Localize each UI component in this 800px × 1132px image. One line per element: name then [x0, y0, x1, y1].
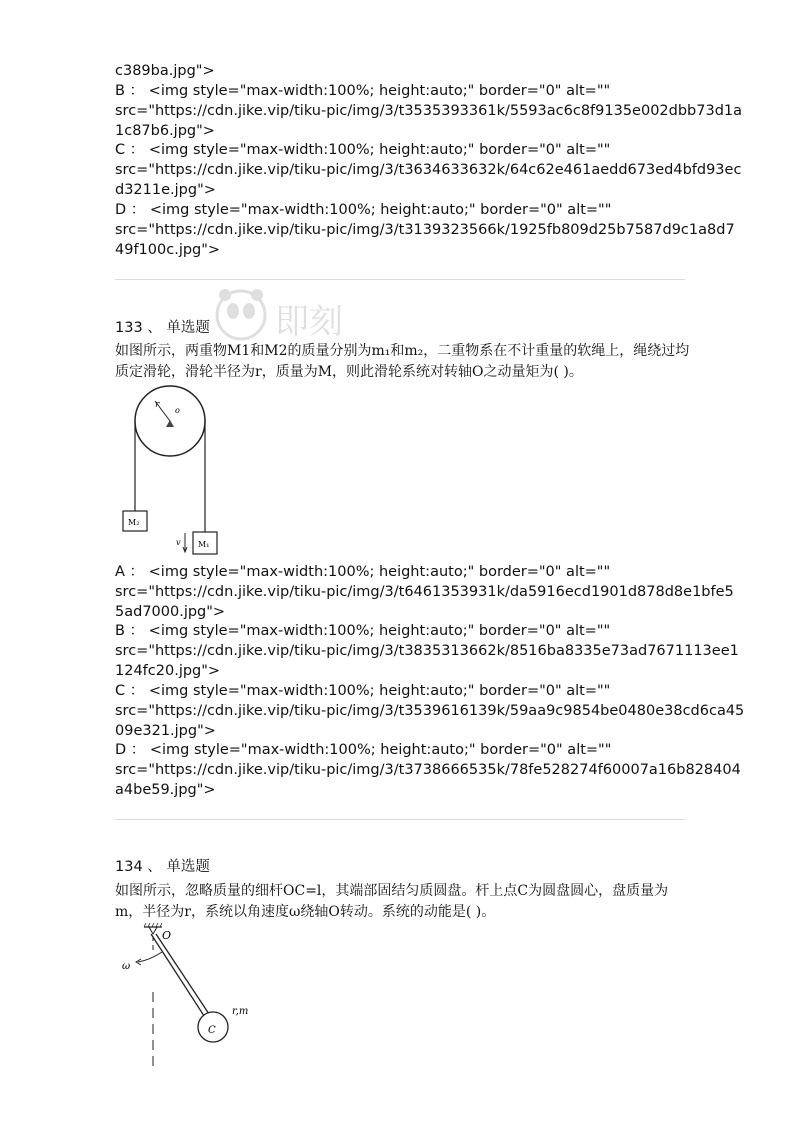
text-line: src="https://cdn.jike.vip/tiku-pic/img/3/t6461353931k/da5916ecd1901d878d8e1bfe5 — [115, 584, 734, 600]
disk-radius-mass-label: r,m — [232, 1006, 249, 1017]
option-d-line: D ： <img style="max-width:100%; height:auto;" border="0" alt="" — [115, 742, 612, 758]
mass-m2-label: M₂ — [128, 518, 140, 527]
pivot-label: O — [162, 929, 172, 942]
watermark-logo — [213, 285, 383, 345]
rotating-disk-figure — [118, 922, 268, 1070]
pulley-figure — [113, 385, 223, 557]
rod-oc-b — [156, 934, 213, 1020]
question-stem: 质定滑轮，滑轮半径为r，质量为M，则此滑轮系统对转轴O之动量矩为( )。 — [115, 364, 583, 380]
question-stem: 如图所示，忽略质量的细杆OC=l，其端部固结匀质圆盘。杆上点C为圆盘圆心，盘质量为 — [115, 883, 669, 899]
text-line: src="https://cdn.jike.vip/tiku-pic/img/3/t3634633632k/64c62e461aedd673ed4bfd93ec — [115, 162, 742, 178]
text-line: 09e321.jpg"> — [115, 723, 216, 739]
question-header: 134 、 单选题 — [115, 859, 210, 875]
option-a-line: A ： <img style="max-width:100%; height:auto;" border="0" alt="" — [115, 564, 611, 580]
disk-center-label: C — [208, 1025, 216, 1036]
text-line: src="https://cdn.jike.vip/tiku-pic/img/3/t3738666535k/78fe528274f60007a16b828404 — [115, 762, 741, 778]
text-line: src="https://cdn.jike.vip/tiku-pic/img/3/t3539616139k/59aa9c9854be0480e38cd6ca45 — [115, 703, 745, 719]
rotation-arc — [138, 952, 162, 962]
option-c-line: C ： <img style="max-width:100%; height:auto;" border="0" alt="" — [115, 683, 611, 699]
text-line: src="https://cdn.jike.vip/tiku-pic/img/3/t3535393361k/5593ac6c8f9135e002dbb73d1a — [115, 103, 743, 119]
text-line: d3211e.jpg"> — [115, 182, 216, 198]
watermark-text: 即刻 — [275, 302, 343, 342]
text-line: src="https://cdn.jike.vip/tiku-pic/img/3/t3139323566k/1925fb809d25b7587d9c1a8d7 — [115, 222, 735, 238]
question-stem: m，半径为r，系统以角速度ω绕轴O转动。系统的动能是( )。 — [115, 904, 496, 920]
option-c-line: C ： <img style="max-width:100%; height:auto;" border="0" alt="" — [115, 142, 611, 158]
radius-label: r — [155, 400, 160, 410]
text-line: 5ad7000.jpg"> — [115, 604, 226, 620]
divider — [115, 279, 685, 280]
option-d-line: D ： <img style="max-width:100%; height:auto;" border="0" alt="" — [115, 202, 612, 218]
axis-label: o — [175, 406, 180, 415]
rod-oc-a — [151, 934, 208, 1022]
angular-velocity-label: ω — [122, 961, 131, 972]
text-line: a4be59.jpg"> — [115, 782, 216, 798]
divider — [115, 819, 685, 820]
option-b-line: B ： <img style="max-width:100%; height:auto;" border="0" alt="" — [115, 83, 611, 99]
text-line: 124fc20.jpg"> — [115, 663, 221, 679]
question-header: 133 、 单选题 — [115, 320, 210, 336]
option-b-line: B ： <img style="max-width:100%; height:auto;" border="0" alt="" — [115, 623, 611, 639]
text-line: 1c87b6.jpg"> — [115, 123, 215, 139]
text-line: c389ba.jpg"> — [115, 63, 215, 79]
pivot-support — [166, 420, 174, 427]
mass-m1-label: M₁ — [198, 540, 210, 549]
text-line: 49f100c.jpg"> — [115, 242, 221, 258]
velocity-label: v — [176, 538, 181, 547]
pivot-o — [149, 927, 157, 934]
text-line: src="https://cdn.jike.vip/tiku-pic/img/3/t3835313662k/8516ba8335e73ad7671113ee1 — [115, 643, 739, 659]
question-stem: 如图所示，两重物M1和M2的质量分别为m₁和m₂，二重物系在不计重量的软绳上，绳绕过均 — [115, 343, 690, 359]
